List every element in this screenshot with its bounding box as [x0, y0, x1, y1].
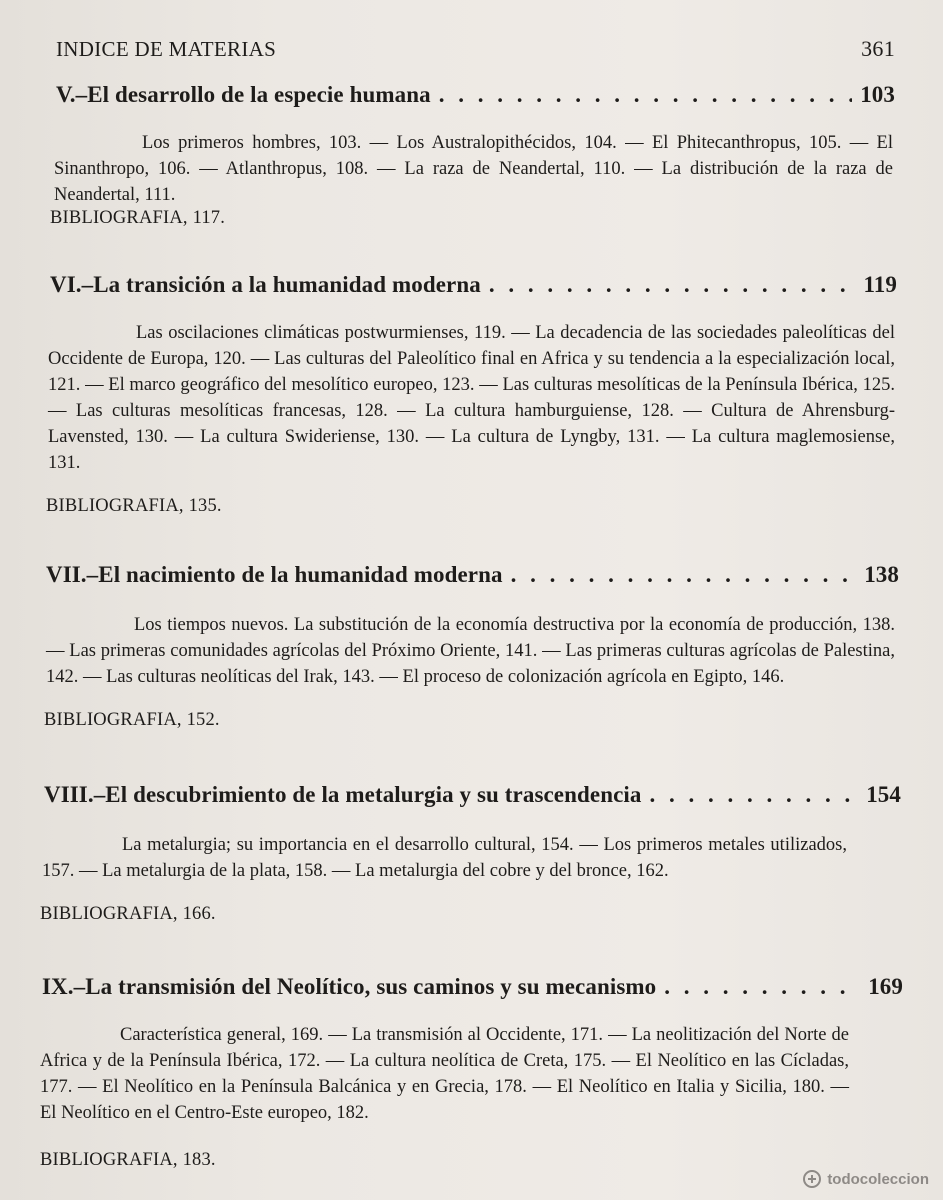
chapter-summary-text: Los primeros hombres, 103. — Los Australopithécidos, 104. — El Phitecanthropus, 105. — El Sinanthropo, 106. — Atlanthropus, 108. — La raza de Neandertal, 110. — La distribución de la raza de Neandertal, 111. — [54, 133, 893, 205]
watermark-text: todocoleccion — [827, 1170, 929, 1188]
chapter-heading-vi — [50, 272, 897, 298]
chapter-title: V.–El desarrollo de la especie humana — [56, 82, 431, 107]
chapter-page-number: 119 — [863, 272, 897, 297]
chapter-summary-ix — [40, 1022, 849, 1126]
leader-dots — [489, 272, 856, 298]
chapter-summary-vii — [46, 612, 895, 690]
bibliography-line: BIBLIOGRAFIA, 152. — [44, 710, 220, 730]
chapter-title: VIII.–El descubrimiento de la metalurgia y su trascendencia — [44, 782, 642, 807]
chapter-summary-text: Los tiempos nuevos. La substitución de la economía destructiva por la economía de producción, 138. — Las primeras comunidades agrícolas del Próximo Oriente, 141. — Las primeras culturas agrícolas de Palestina, 142. — Las culturas neolíticas del Irak, 143. — El proceso de colonización agrícola en Egipto, 146. — [46, 615, 895, 687]
leader-dots — [511, 562, 857, 588]
leader-dots — [439, 82, 852, 108]
chapter-summary-text: La metalurgia; su importancia en el desarrollo cultural, 154. — Los primeros metales utilizados, 157. — La metalurgia de la plata, 158. — La metalurgia del cobre y del bronce, 162. — [42, 835, 847, 881]
chapter-heading-v — [56, 82, 895, 108]
running-head-title: INDICE DE MATERIAS — [56, 37, 277, 61]
chapter-summary-text: Las oscilaciones climáticas postwurmienses, 119. — La decadencia de las sociedades paleolíticas del Occidente de Europa, 120. — Las culturas del Paleolítico final en Africa y su tendencia a la especialización local, 121. — El marco geográfico del mesolítico europeo, 123. — Las culturas mesolíticas de la Península Ibérica, 125. — Las culturas mesolíticas francesas, 128. — La cultura hamburguiense, 128. — Cultura de Ahrensburg-Lavensted, 130. — La cultura Swideriense, 130. — La cultura de Lyngby, 131. — La cultura maglemosiense, 131. — [48, 323, 895, 473]
chapter-page-number: 138 — [864, 562, 899, 587]
todocoleccion-logo-icon — [803, 1170, 821, 1188]
chapter-title: VII.–El nacimiento de la humanidad moderna — [46, 562, 503, 587]
bibliography-line: BIBLIOGRAFIA, 117. — [50, 208, 226, 228]
chapter-heading-ix — [42, 974, 903, 1000]
chapter-heading-vii — [46, 562, 899, 588]
chapter-heading-viii — [44, 782, 901, 808]
page-number: 361 — [861, 36, 895, 61]
leader-dots — [664, 974, 860, 1000]
running-head — [56, 36, 895, 62]
chapter-title: IX.–La transmisión del Neolítico, sus caminos y su mecanismo — [42, 974, 657, 999]
leader-dots — [650, 782, 859, 808]
chapter-title: VI.–La transición a la humanidad moderna — [50, 272, 481, 297]
bibliography-line: BIBLIOGRAFIA, 183. — [40, 1150, 216, 1170]
chapter-page-number: 103 — [860, 82, 895, 107]
chapter-summary-v — [54, 130, 893, 208]
chapter-summary-vi — [48, 320, 895, 476]
chapter-page-number: 169 — [868, 974, 903, 999]
chapter-summary-viii — [42, 832, 847, 884]
chapter-page-number: 154 — [866, 782, 901, 807]
bibliography-line: BIBLIOGRAFIA, 166. — [40, 904, 216, 924]
watermark — [803, 1170, 929, 1188]
chapter-summary-text: Característica general, 169. — La transmisión al Occidente, 171. — La neolitización del Norte de Africa y de la Península Ibérica, 172. — La cultura neolítica de Creta, 175. — El Neolítico en las Cícladas, 177. — El Neolítico en la Península Balcánica y en Grecia, 178. — El Neolítico en Italia y Sicilia, 180. — El Neolítico en el Centro-Este europeo, 182. — [40, 1025, 849, 1123]
bibliography-line: BIBLIOGRAFIA, 135. — [46, 496, 222, 516]
